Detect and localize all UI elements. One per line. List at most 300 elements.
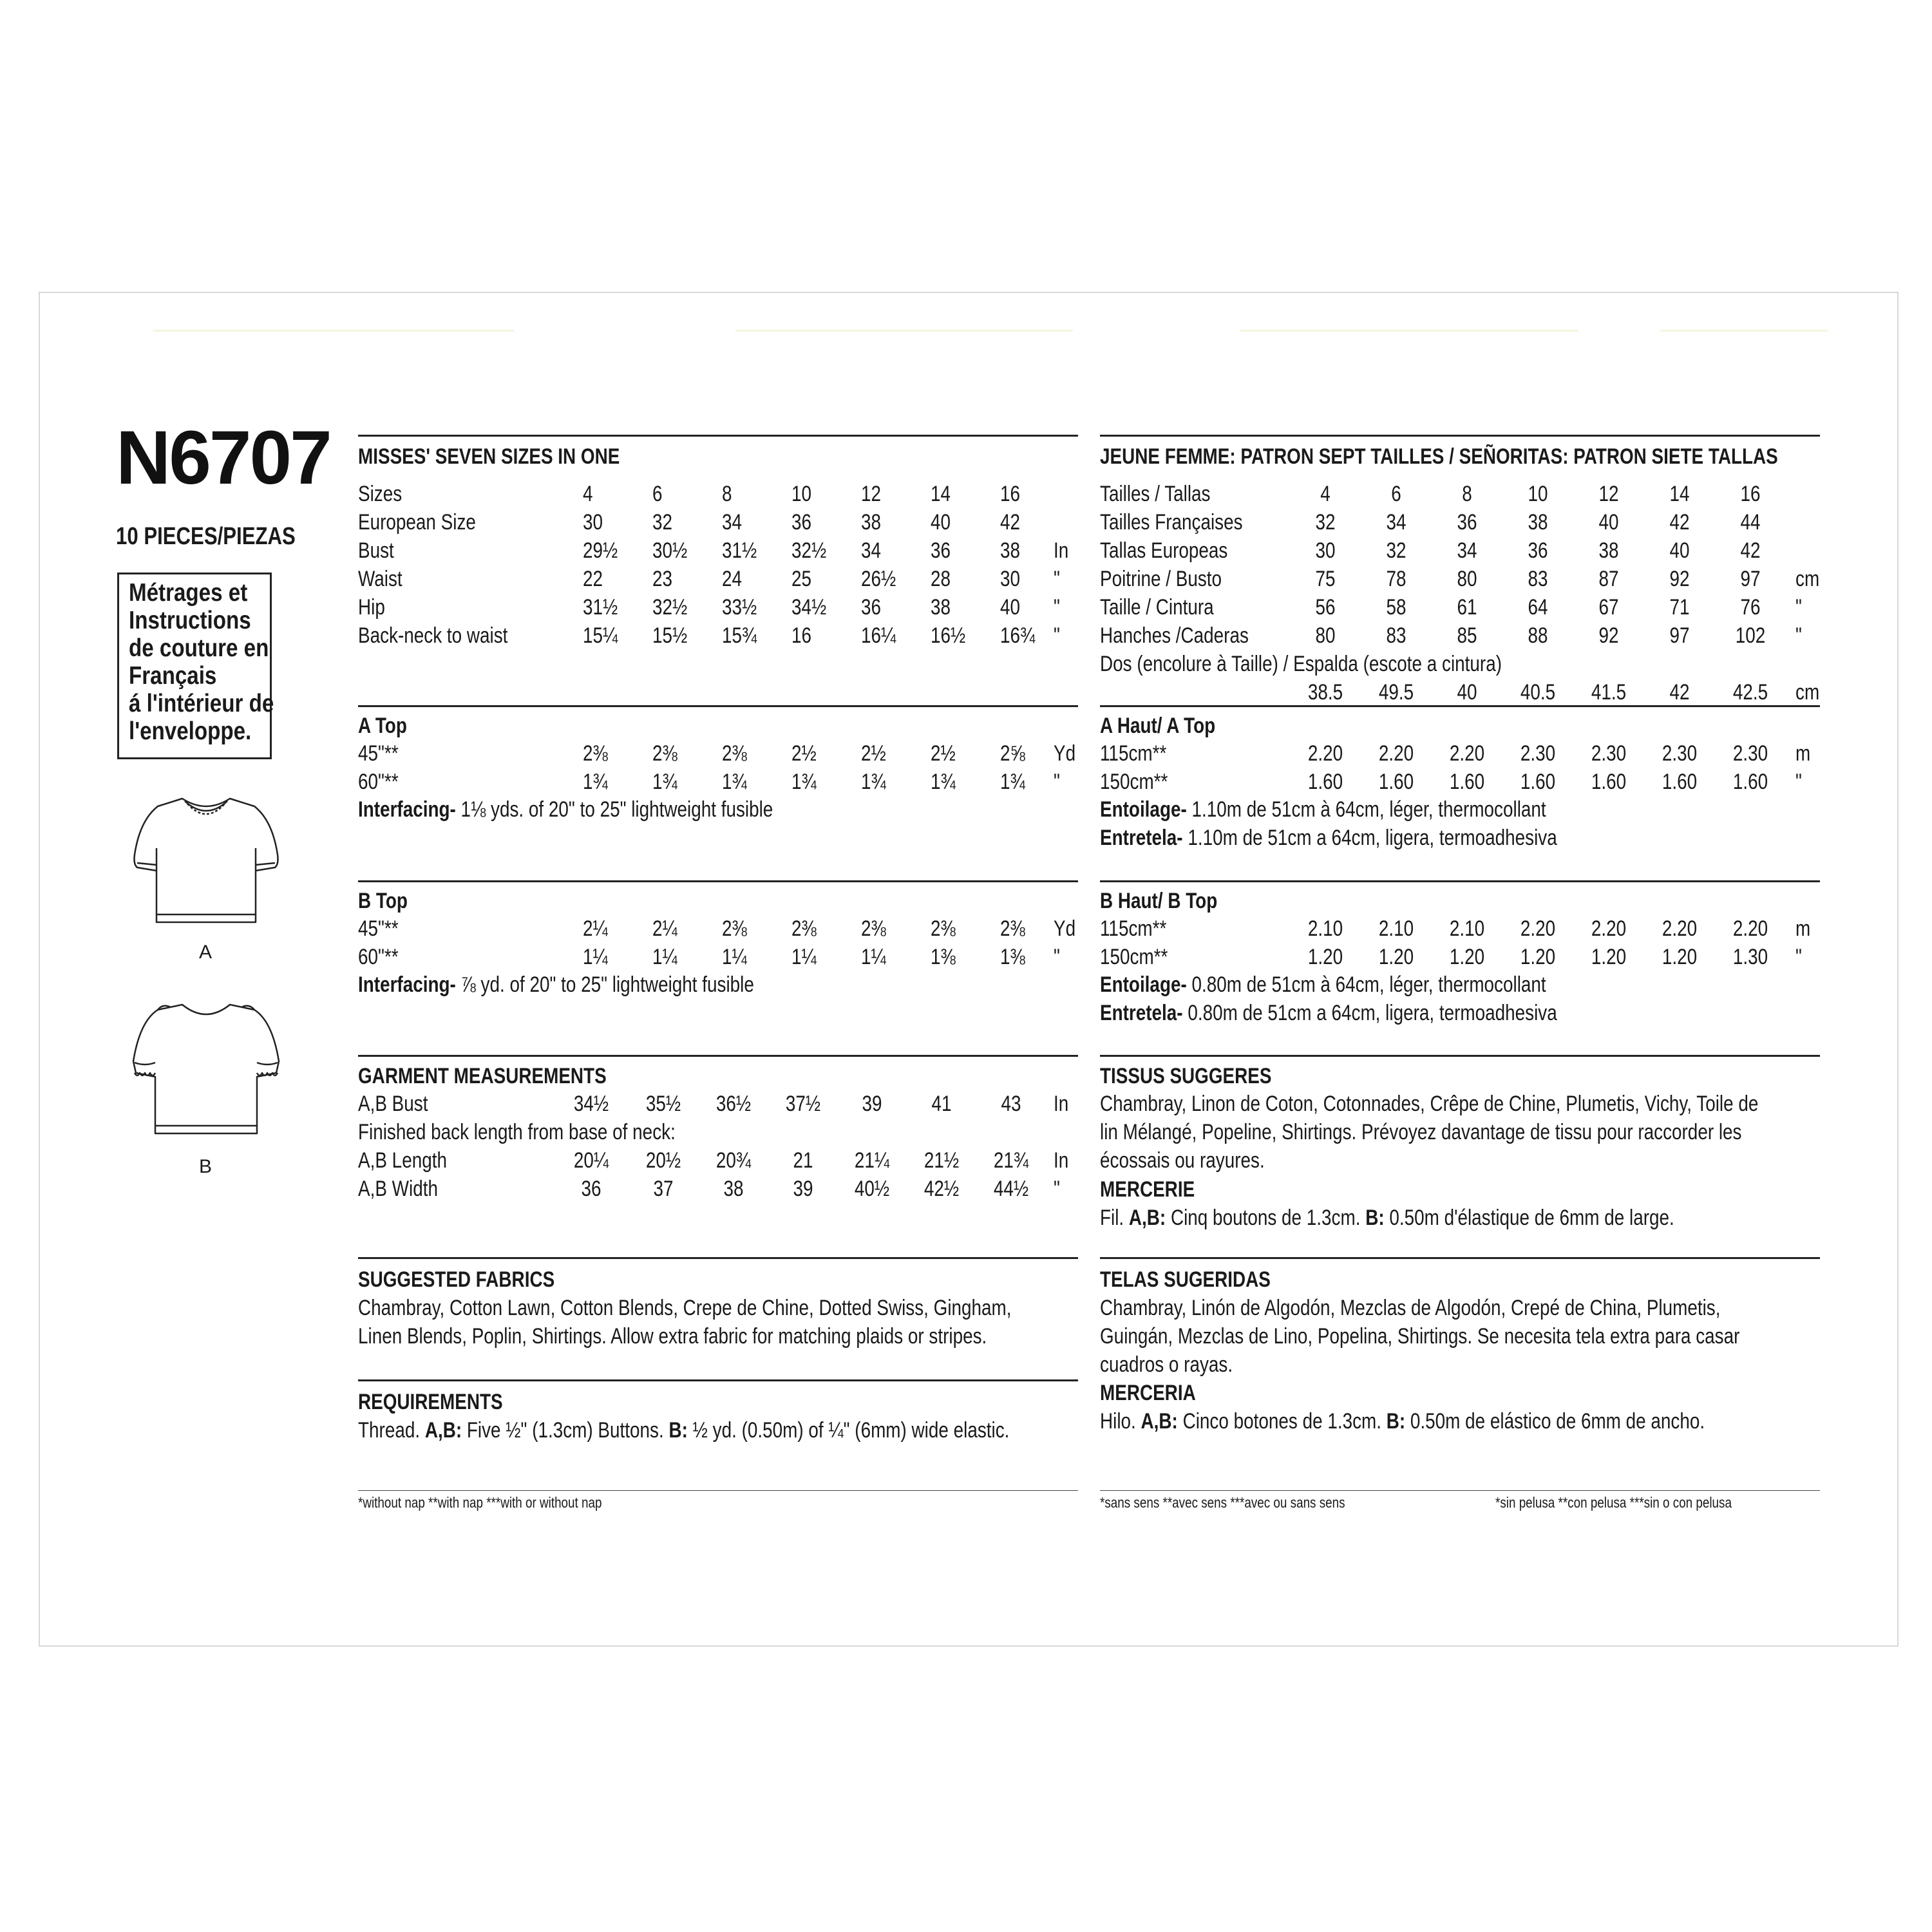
taille-row-value: 83 <box>1528 567 1548 591</box>
b-top-yardage-unit: " <box>1054 945 1060 969</box>
back-length-value: 38.5 <box>1307 680 1343 705</box>
taille-row-value: 75 <box>1315 567 1336 591</box>
size-row-value: 26½ <box>861 567 896 591</box>
taille-row-unit: cm <box>1795 567 1820 591</box>
misses-sizes-header: MISSES' SEVEN SIZES IN ONE <box>358 444 620 469</box>
garment-bust-value: 43 <box>1001 1092 1021 1116</box>
size-row-value: 15½ <box>652 623 688 648</box>
size-row-value: 38 <box>931 595 951 620</box>
suggested-fabrics-title: SUGGESTED FABRICS <box>358 1267 555 1292</box>
taille-row-label: Taille / Cintura <box>1100 595 1214 620</box>
garment-bust-value: 35½ <box>645 1092 681 1116</box>
b-top-yardage-label: 45"** <box>358 916 399 941</box>
size-row-unit: In <box>1054 538 1069 563</box>
a-top-yardage-value: 2½ <box>861 741 886 766</box>
size-row-value: 15¾ <box>722 623 757 648</box>
taille-row-unit: " <box>1795 595 1802 620</box>
back-length-value: 40.5 <box>1520 680 1556 705</box>
garment-bust-value: 37½ <box>785 1092 821 1116</box>
taille-row-value: 10 <box>1528 482 1548 506</box>
a-top-interfacing-part: 1⅛ yds. of 20" to 25" lightweight fusible <box>455 797 773 822</box>
taille-row-label: Tailles / Tallas <box>1100 482 1211 506</box>
taille-row-value: 64 <box>1528 595 1548 620</box>
b-top-yardage-value: 2⅜ <box>861 916 886 941</box>
size-row-value: 31½ <box>583 595 618 620</box>
a-haut-metrage-value: 1.60 <box>1378 770 1414 794</box>
taille-row-value: 78 <box>1386 567 1406 591</box>
taille-row-value: 14 <box>1669 482 1690 506</box>
b-haut-metrage-value: 1.20 <box>1662 945 1698 969</box>
taille-row-value: 4 <box>1320 482 1331 506</box>
b-top-yardage-value: 1⅜ <box>1000 945 1025 969</box>
taille-row-value: 42 <box>1740 538 1761 563</box>
size-row-value: 38 <box>861 510 882 535</box>
taille-row-value: 83 <box>1386 623 1406 648</box>
a-haut-entoilage-part: Entoilage- <box>1100 797 1187 822</box>
garment-length-value: 20¾ <box>715 1148 752 1173</box>
tissus-suggeres-text: lin Mélangé, Popeline, Shirtings. Prévoyez davantage de tissu pour raccorder les <box>1100 1120 1742 1144</box>
taille-row-value: 34 <box>1386 510 1406 535</box>
taille-row-value: 40 <box>1598 510 1619 535</box>
b-haut-title: B Haut/ B Top <box>1100 889 1218 913</box>
size-row-unit: " <box>1054 623 1060 648</box>
a-haut-entoilage <box>1100 799 1546 820</box>
requirements-title: REQUIREMENTS <box>358 1390 503 1414</box>
b-top-yardage-value: 2⅜ <box>791 916 817 941</box>
taille-row-value: 30 <box>1315 538 1336 563</box>
nap-footnote: *without nap **with nap ***with or without nap <box>358 1494 602 1511</box>
size-row-label: Hip <box>358 595 385 620</box>
garment-width-value: 42½ <box>923 1177 960 1201</box>
size-row-label: European Size <box>358 510 476 535</box>
mercerie-text-part: Fil. <box>1100 1206 1129 1230</box>
taille-row-value: 36 <box>1457 510 1477 535</box>
taille-row-value: 92 <box>1598 623 1619 648</box>
a-top-yardage-value: 2½ <box>931 741 956 766</box>
view-b-illustration <box>126 990 287 1148</box>
size-row-value: 12 <box>861 482 882 506</box>
a-top-entretela-part: Entretela- <box>1100 826 1183 850</box>
pelusa-footnote: *sin pelusa **con pelusa ***sin o con pelusa <box>1495 1494 1732 1511</box>
merceria-title: MERCERIA <box>1100 1381 1196 1405</box>
a-top-yardage-value: 2⅝ <box>1000 741 1025 766</box>
a-top-entretela <box>1100 827 1557 849</box>
taille-row-label: Tailles Françaises <box>1100 510 1243 535</box>
a-top-interfacing-part: Interfacing- <box>358 797 456 822</box>
taille-row-label: Poitrine / Busto <box>1100 567 1222 591</box>
size-row-value: 40 <box>1000 595 1021 620</box>
size-row-value: 36 <box>931 538 951 563</box>
taille-row-value: 16 <box>1740 482 1761 506</box>
mercerie-text-part: A,B: <box>1128 1206 1166 1230</box>
a-top-yardage-label: 60"** <box>358 770 399 794</box>
garment-width-value: 37 <box>653 1177 674 1201</box>
b-top-yardage-value: 1¼ <box>861 945 886 969</box>
mercerie-title: MERCERIE <box>1100 1177 1195 1202</box>
size-row-label: Bust <box>358 538 394 563</box>
garment-length-label: A,B Length <box>358 1148 447 1173</box>
b-top-yardage-value: 2⅜ <box>931 916 956 941</box>
view-b-label: B <box>199 1156 213 1177</box>
a-top-yardage-value: 2⅜ <box>583 741 608 766</box>
jeune-femme-header: JEUNE FEMME: PATRON SEPT TAILLES / SEÑORITAS: PATRON SIETE TALLAS <box>1100 444 1778 469</box>
mercerie-text-part: 0.50m d'élastique de 6mm de large. <box>1384 1206 1674 1230</box>
section-divider <box>358 1490 1078 1491</box>
taille-row-value: 34 <box>1457 538 1477 563</box>
a-haut-entoilage-part: 1.10m de 51cm à 64cm, léger, thermocollant <box>1186 797 1546 822</box>
faint-guide-line <box>735 330 1073 332</box>
merceria-text-part: 0.50m de elástico de 6mm de ancho. <box>1405 1409 1705 1434</box>
a-top-yardage-value: 1¾ <box>1000 770 1025 794</box>
taille-row-value: 32 <box>1315 510 1336 535</box>
garment-width-value: 38 <box>723 1177 744 1201</box>
a-haut-metrage-value: 2.30 <box>1520 741 1556 766</box>
a-top-yardage-value: 1¾ <box>652 770 677 794</box>
b-top-interfacing-part: ⅞ yd. of 20" to 25" lightweight fusible <box>455 972 754 997</box>
garment-length-value: 21½ <box>923 1148 960 1173</box>
size-row-value: 29½ <box>583 538 618 563</box>
garment-width-value: 44½ <box>993 1177 1029 1201</box>
garment-bust-value: 39 <box>862 1092 882 1116</box>
view-a-illustration <box>126 787 287 932</box>
size-row-value: 28 <box>931 567 951 591</box>
size-row-value: 33½ <box>722 595 757 620</box>
faint-guide-line <box>1660 330 1828 332</box>
taille-row-value: 38 <box>1598 538 1619 563</box>
back-length-value: 41.5 <box>1591 680 1627 705</box>
b-top-entretela-part: Entretela- <box>1100 1001 1183 1025</box>
garment-length-value: 20½ <box>645 1148 681 1173</box>
taille-row-value: 12 <box>1598 482 1619 506</box>
b-haut-metrage-value: 2.10 <box>1307 916 1343 941</box>
a-top-yardage-value: 1¾ <box>791 770 817 794</box>
b-top-yardage-value: 2⅜ <box>722 916 747 941</box>
size-row-value: 30 <box>1000 567 1021 591</box>
garment-measurements-title: GARMENT MEASUREMENTS <box>358 1064 607 1088</box>
b-top-interfacing <box>358 974 754 996</box>
garment-length-value: 21¼ <box>854 1148 890 1173</box>
back-length-value: 42.5 <box>1732 680 1768 705</box>
french-note-line: l'enveloppe. <box>129 717 252 745</box>
telas-sugeridas-text: Guingán, Mezclas de Lino, Popelina, Shirtings. Se necesita tela extra para casar <box>1100 1324 1740 1349</box>
section-divider <box>358 1257 1078 1259</box>
taille-row-value: 42 <box>1669 510 1690 535</box>
size-row-value: 36 <box>791 510 812 535</box>
taille-row-value: 56 <box>1315 595 1336 620</box>
taille-row-value: 80 <box>1315 623 1336 648</box>
size-row-value: 25 <box>791 567 812 591</box>
section-divider <box>358 1379 1078 1381</box>
garment-note: Finished back length from base of neck: <box>358 1120 676 1144</box>
garment-bust-value: 41 <box>931 1092 952 1116</box>
section-divider <box>1100 705 1820 707</box>
section-divider <box>358 1055 1078 1057</box>
b-top-yardage-value: 1¼ <box>722 945 747 969</box>
back-length-value: 42 <box>1669 680 1690 705</box>
requirements-text-part: Thread. <box>358 1418 425 1443</box>
b-top-yardage-value: 2⅜ <box>1000 916 1025 941</box>
size-row-value: 34 <box>722 510 743 535</box>
taille-row-value: 67 <box>1598 595 1619 620</box>
garment-width-label: A,B Width <box>358 1177 438 1201</box>
requirements-text-part: B: <box>668 1418 688 1443</box>
section-divider <box>358 705 1078 707</box>
size-row-value: 23 <box>652 567 673 591</box>
garment-bust-unit: In <box>1054 1092 1069 1116</box>
section-divider <box>1100 1055 1820 1057</box>
b-top-entretela <box>1100 1002 1557 1024</box>
french-note-line: de couture en <box>129 634 269 662</box>
a-top-interfacing <box>358 799 773 820</box>
a-haut-metrage-unit: m <box>1795 741 1811 766</box>
size-row-value: 32 <box>652 510 673 535</box>
size-row-value: 22 <box>583 567 603 591</box>
a-top-title: A Top <box>358 714 407 738</box>
b-haut-metrage-value: 1.20 <box>1520 945 1556 969</box>
b-haut-metrage-label: 150cm** <box>1100 945 1168 969</box>
taille-row-value: 92 <box>1669 567 1690 591</box>
pattern-code: N6707 <box>116 415 330 500</box>
size-row-value: 16¾ <box>1000 623 1036 648</box>
size-row-value: 34½ <box>791 595 827 620</box>
merceria-text <box>1100 1410 1705 1432</box>
tissus-suggeres-title: TISSUS SUGGERES <box>1100 1064 1272 1088</box>
a-haut-metrage-value: 2.30 <box>1591 741 1627 766</box>
a-top-yardage-value: 2⅜ <box>652 741 677 766</box>
b-haut-metrage-label: 115cm** <box>1100 916 1167 941</box>
a-haut-metrage-value: 2.30 <box>1732 741 1768 766</box>
taille-row-value: 58 <box>1386 595 1406 620</box>
size-row-value: 40 <box>931 510 951 535</box>
garment-width-value: 39 <box>793 1177 813 1201</box>
b-haut-metrage-value: 2.20 <box>1732 916 1768 941</box>
requirements-text-part: A,B: <box>424 1418 462 1443</box>
section-divider <box>1100 435 1820 437</box>
size-row-value: 10 <box>791 482 812 506</box>
taille-row-value: 71 <box>1669 595 1690 620</box>
a-haut-metrage-label: 115cm** <box>1100 741 1167 766</box>
b-haut-metrage-value: 2.20 <box>1662 916 1698 941</box>
taille-row-value: 38 <box>1528 510 1548 535</box>
b-top-yardage-value: 1⅜ <box>931 945 956 969</box>
size-row-value: 31½ <box>722 538 757 563</box>
b-top-title: B Top <box>358 889 408 913</box>
tissus-suggeres-text: écossais ou rayures. <box>1100 1148 1265 1173</box>
taille-row-value: 88 <box>1528 623 1548 648</box>
faint-guide-line <box>153 330 514 332</box>
size-row-value: 16½ <box>931 623 966 648</box>
garment-length-unit: In <box>1054 1148 1069 1173</box>
garment-width-value: 36 <box>581 1177 601 1201</box>
a-haut-metrage-value: 1.60 <box>1449 770 1485 794</box>
telas-sugeridas-title: TELAS SUGERIDAS <box>1100 1267 1271 1292</box>
size-row-value: 15¼ <box>583 623 618 648</box>
size-row-label: Sizes <box>358 482 402 506</box>
size-row-value: 16 <box>1000 482 1021 506</box>
merceria-text-part: A,B: <box>1141 1409 1178 1434</box>
suggested-fabrics-text: Linen Blends, Poplin, Shirtings. Allow extra fabric for matching plaids or stripes. <box>358 1324 987 1349</box>
b-haut-metrage-value: 1.20 <box>1307 945 1343 969</box>
size-row-value: 24 <box>722 567 743 591</box>
a-haut-metrage-value: 1.60 <box>1662 770 1698 794</box>
merceria-text-part: Cinco botones de 1.3cm. <box>1177 1409 1387 1434</box>
size-row-value: 16 <box>791 623 812 648</box>
a-haut-metrage-value: 2.20 <box>1449 741 1485 766</box>
mercerie-text <box>1100 1207 1674 1229</box>
size-row-value: 14 <box>931 482 951 506</box>
a-haut-metrage-value: 2.20 <box>1307 741 1343 766</box>
taille-row-value: 85 <box>1457 623 1477 648</box>
a-top-yardage-value: 1¾ <box>583 770 608 794</box>
size-row-value: 16¼ <box>861 623 896 648</box>
taille-row-label: Hanches /Caderas <box>1100 623 1249 648</box>
b-haut-metrage-value: 1.30 <box>1732 945 1768 969</box>
french-note-line: á l'intérieur de <box>129 690 274 717</box>
taille-row-label: Tallas Europeas <box>1100 538 1228 563</box>
garment-bust-label: A,B Bust <box>358 1092 428 1116</box>
b-top-yardage-label: 60"** <box>358 945 399 969</box>
a-haut-metrage-value: 1.60 <box>1732 770 1768 794</box>
b-top-entretela-part: 0.80m de 51cm a 64cm, ligera, termoadhesiva <box>1182 1001 1557 1025</box>
section-divider <box>1100 880 1820 882</box>
a-haut-metrage-value: 2.20 <box>1378 741 1414 766</box>
taille-row-value: 80 <box>1457 567 1477 591</box>
merceria-text-part: Hilo. <box>1100 1409 1141 1434</box>
size-row-label: Back-neck to waist <box>358 623 508 648</box>
b-haut-metrage-value: 1.20 <box>1378 945 1414 969</box>
size-row-unit: " <box>1054 567 1060 591</box>
mercerie-text-part: Cinq boutons de 1.3cm. <box>1166 1206 1366 1230</box>
size-row-value: 4 <box>583 482 593 506</box>
back-length-label: Dos (encolure à Taille) / Espalda (escote a cintura) <box>1100 652 1502 676</box>
requirements-text <box>358 1419 1009 1441</box>
b-top-yardage-unit: Yd <box>1054 916 1076 941</box>
tissus-suggeres-text: Chambray, Linon de Coton, Cotonnades, Crêpe de Chine, Plumetis, Vichy, Toile de <box>1100 1092 1759 1116</box>
taille-row-value: 97 <box>1669 623 1690 648</box>
b-haut-entoilage-part: Entoilage- <box>1100 972 1187 997</box>
telas-sugeridas-text: Chambray, Linón de Algodón, Mezclas de Algodón, Crepé de China, Plumetis, <box>1100 1296 1721 1320</box>
b-haut-entoilage-part: 0.80m de 51cm à 64cm, léger, thermocollant <box>1186 972 1546 997</box>
b-haut-metrage-value: 1.20 <box>1449 945 1485 969</box>
b-haut-metrage-value: 2.20 <box>1591 916 1627 941</box>
a-haut-metrage-value: 1.60 <box>1520 770 1556 794</box>
b-top-yardage-value: 1¼ <box>791 945 817 969</box>
size-row-value: 32½ <box>652 595 688 620</box>
pieces-count: 10 PIECES/PIEZAS <box>116 523 296 550</box>
b-haut-metrage-value: 1.20 <box>1591 945 1627 969</box>
a-haut-metrage-unit: " <box>1795 770 1802 794</box>
taille-row-value: 87 <box>1598 567 1619 591</box>
view-a-label: A <box>199 942 213 963</box>
b-top-yardage-value: 1¼ <box>652 945 677 969</box>
merceria-text-part: B: <box>1386 1409 1406 1434</box>
a-haut-metrage-value: 2.30 <box>1662 741 1698 766</box>
b-top-interfacing-part: Interfacing- <box>358 972 456 997</box>
size-row-value: 42 <box>1000 510 1021 535</box>
garment-length-value: 21¾ <box>993 1148 1029 1173</box>
a-top-yardage-value: 2½ <box>791 741 817 766</box>
a-top-yardage-unit: Yd <box>1054 741 1076 766</box>
a-top-yardage-unit: " <box>1054 770 1060 794</box>
back-length-value: 40 <box>1457 680 1477 705</box>
a-top-entretela-part: 1.10m de 51cm a 64cm, ligera, termoadhesiva <box>1182 826 1557 850</box>
taille-row-value: 76 <box>1740 595 1761 620</box>
b-haut-metrage-value: 2.20 <box>1520 916 1556 941</box>
requirements-text-part: Five ½" (1.3cm) Buttons. <box>462 1418 669 1443</box>
a-top-yardage-label: 45"** <box>358 741 399 766</box>
a-top-yardage-value: 1¾ <box>861 770 886 794</box>
taille-row-value: 32 <box>1386 538 1406 563</box>
sens-footnote: *sans sens **avec sens ***avec ou sans sens <box>1100 1494 1345 1511</box>
garment-bust-value: 36½ <box>715 1092 752 1116</box>
garment-width-value: 40½ <box>854 1177 890 1201</box>
b-haut-metrage-value: 2.10 <box>1378 916 1414 941</box>
section-divider <box>358 435 1078 437</box>
b-haut-metrage-unit: m <box>1795 916 1811 941</box>
a-haut-metrage-value: 1.60 <box>1591 770 1627 794</box>
a-top-yardage-value: 1¾ <box>931 770 956 794</box>
taille-row-value: 40 <box>1669 538 1690 563</box>
section-divider <box>1100 1257 1820 1259</box>
a-top-yardage-value: 2⅜ <box>722 741 747 766</box>
a-haut-metrage-value: 1.60 <box>1307 770 1343 794</box>
a-haut-metrage-label: 150cm** <box>1100 770 1168 794</box>
size-row-value: 6 <box>652 482 663 506</box>
garment-length-value: 20¼ <box>573 1148 609 1173</box>
b-haut-metrage-value: 2.10 <box>1449 916 1485 941</box>
size-row-value: 38 <box>1000 538 1021 563</box>
section-divider <box>1100 1490 1820 1491</box>
french-note-line: Métrages et <box>129 579 248 607</box>
taille-row-value: 6 <box>1391 482 1401 506</box>
size-row-value: 34 <box>861 538 882 563</box>
garment-width-unit: " <box>1054 1177 1060 1201</box>
size-row-label: Waist <box>358 567 402 591</box>
garment-length-value: 21 <box>793 1148 813 1173</box>
faint-guide-line <box>1240 330 1578 332</box>
b-haut-metrage-unit: " <box>1795 945 1802 969</box>
garment-bust-value: 34½ <box>573 1092 609 1116</box>
telas-sugeridas-text: cuadros o rayas. <box>1100 1352 1233 1377</box>
suggested-fabrics-text: Chambray, Cotton Lawn, Cotton Blends, Crepe de Chine, Dotted Swiss, Gingham, <box>358 1296 1012 1320</box>
taille-row-value: 36 <box>1528 538 1548 563</box>
taille-row-value: 97 <box>1740 567 1761 591</box>
section-divider <box>358 880 1078 882</box>
mercerie-text-part: B: <box>1365 1206 1385 1230</box>
size-row-value: 36 <box>861 595 882 620</box>
b-top-yardage-value: 2¼ <box>652 916 677 941</box>
back-length-unit: cm <box>1795 680 1820 705</box>
a-haut-title: A Haut/ A Top <box>1100 714 1216 738</box>
b-top-yardage-value: 2¼ <box>583 916 608 941</box>
taille-row-unit: " <box>1795 623 1802 648</box>
french-note-line: Français <box>129 662 217 690</box>
size-row-value: 8 <box>722 482 732 506</box>
size-row-unit: " <box>1054 595 1060 620</box>
back-length-value: 49.5 <box>1378 680 1414 705</box>
size-row-value: 30½ <box>652 538 688 563</box>
taille-row-value: 61 <box>1457 595 1477 620</box>
size-row-value: 32½ <box>791 538 827 563</box>
taille-row-value: 44 <box>1740 510 1761 535</box>
b-haut-entoilage <box>1100 974 1546 996</box>
requirements-text-part: ½ yd. (0.50m) of ¼" (6mm) wide elastic. <box>687 1418 1010 1443</box>
a-top-yardage-value: 1¾ <box>722 770 747 794</box>
size-row-value: 30 <box>583 510 603 535</box>
french-note-line: Instructions <box>129 607 251 634</box>
taille-row-value: 102 <box>1735 623 1766 648</box>
b-top-yardage-value: 1¼ <box>583 945 608 969</box>
